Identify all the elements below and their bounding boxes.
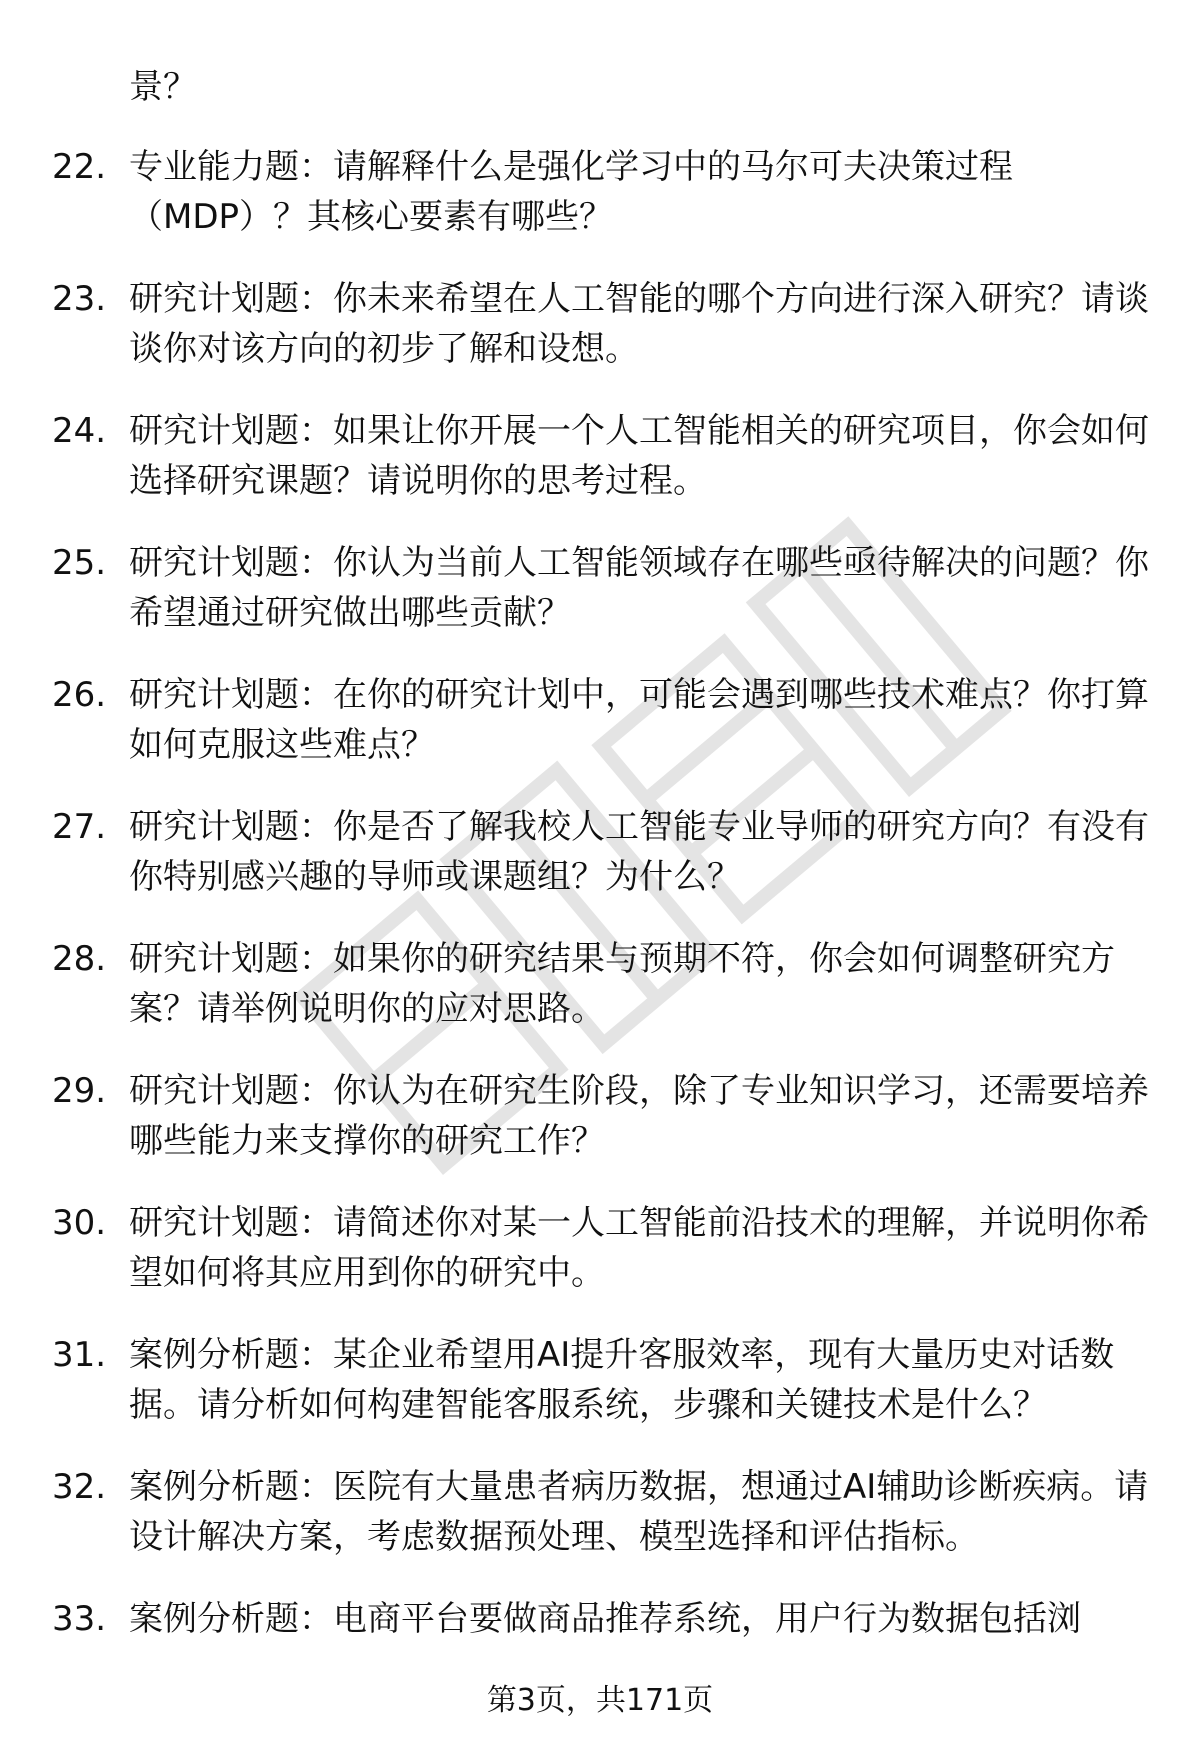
question-number: 26.	[52, 675, 107, 715]
question-text: 研究计划题：你未来希望在人工智能的哪个方向进行深入研究？请谈谈你对该方向的初步了解和设想。	[129, 279, 1149, 369]
question-text: 案例分析题：医院有大量患者病历数据，想通过AI辅助诊断疾病。请设计解决方案，考虑数据预处理、模型选择和评估指标。	[129, 1467, 1149, 1557]
question-text: 研究计划题：如果你的研究结果与预期不符，你会如何调整研究方案？请举例说明你的应对思路。	[129, 939, 1115, 1029]
question-item	[52, 802, 1169, 902]
question-item	[52, 274, 1169, 374]
question-number: 31.	[52, 1335, 107, 1375]
question-number: 27.	[52, 807, 107, 847]
question-item	[52, 142, 1169, 242]
question-text: 案例分析题：某企业希望用AI提升客服效率，现有大量历史对话数据。请分析如何构建智能客服系统，步骤和关键技术是什么？	[129, 1335, 1115, 1425]
question-text: 研究计划题：你认为当前人工智能领域存在哪些亟待解决的问题？你希望通过研究做出哪些贡献？	[129, 543, 1149, 633]
question-number: 33.	[52, 1599, 107, 1639]
page-footer: 第3页，共171页	[486, 1683, 714, 1718]
question-text: 研究计划题：你是否了解我校人工智能专业导师的研究方向？有没有你特别感兴趣的导师或课题组？为什么？	[129, 807, 1149, 897]
question-number: 24.	[52, 411, 107, 451]
question-item	[52, 1066, 1169, 1166]
question-text: 研究计划题：如果让你开展一个人工智能相关的研究项目，你会如何选择研究课题？请说明你的思考过程。	[129, 411, 1149, 501]
question-text: 专业能力题：请解释什么是强化学习中的马尔可夫决策过程（MDP）？其核心要素有哪些？	[129, 147, 1013, 237]
question-list	[52, 142, 1162, 1676]
question-text: 研究计划题：你认为在研究生阶段，除了专业知识学习，还需要培养哪些能力来支撑你的研究工作？	[129, 1071, 1149, 1161]
continuation-text: 景？	[129, 67, 197, 107]
question-item	[52, 538, 1169, 638]
question-item	[52, 1198, 1169, 1298]
question-number: 25.	[52, 543, 107, 583]
question-text: 案例分析题：电商平台要做商品推荐系统，用户行为数据包括浏	[129, 1599, 1081, 1639]
question-text: 研究计划题：请简述你对某一人工智能前沿技术的理解，并说明你希望如何将其应用到你的研究中。	[129, 1203, 1149, 1293]
question-item	[52, 934, 1169, 1034]
question-text: 研究计划题：在你的研究计划中，可能会遇到哪些技术难点？你打算如何克服这些难点？	[129, 675, 1149, 765]
question-number: 29.	[52, 1071, 107, 1111]
question-number: 28.	[52, 939, 107, 979]
question-item	[52, 1330, 1169, 1430]
question-number: 23.	[52, 279, 107, 319]
question-item	[52, 1594, 1169, 1644]
question-number: 30.	[52, 1203, 107, 1243]
question-item	[52, 670, 1169, 770]
question-number: 22.	[52, 147, 107, 187]
question-item	[52, 1462, 1169, 1562]
question-item	[52, 406, 1169, 506]
question-number: 32.	[52, 1467, 107, 1507]
